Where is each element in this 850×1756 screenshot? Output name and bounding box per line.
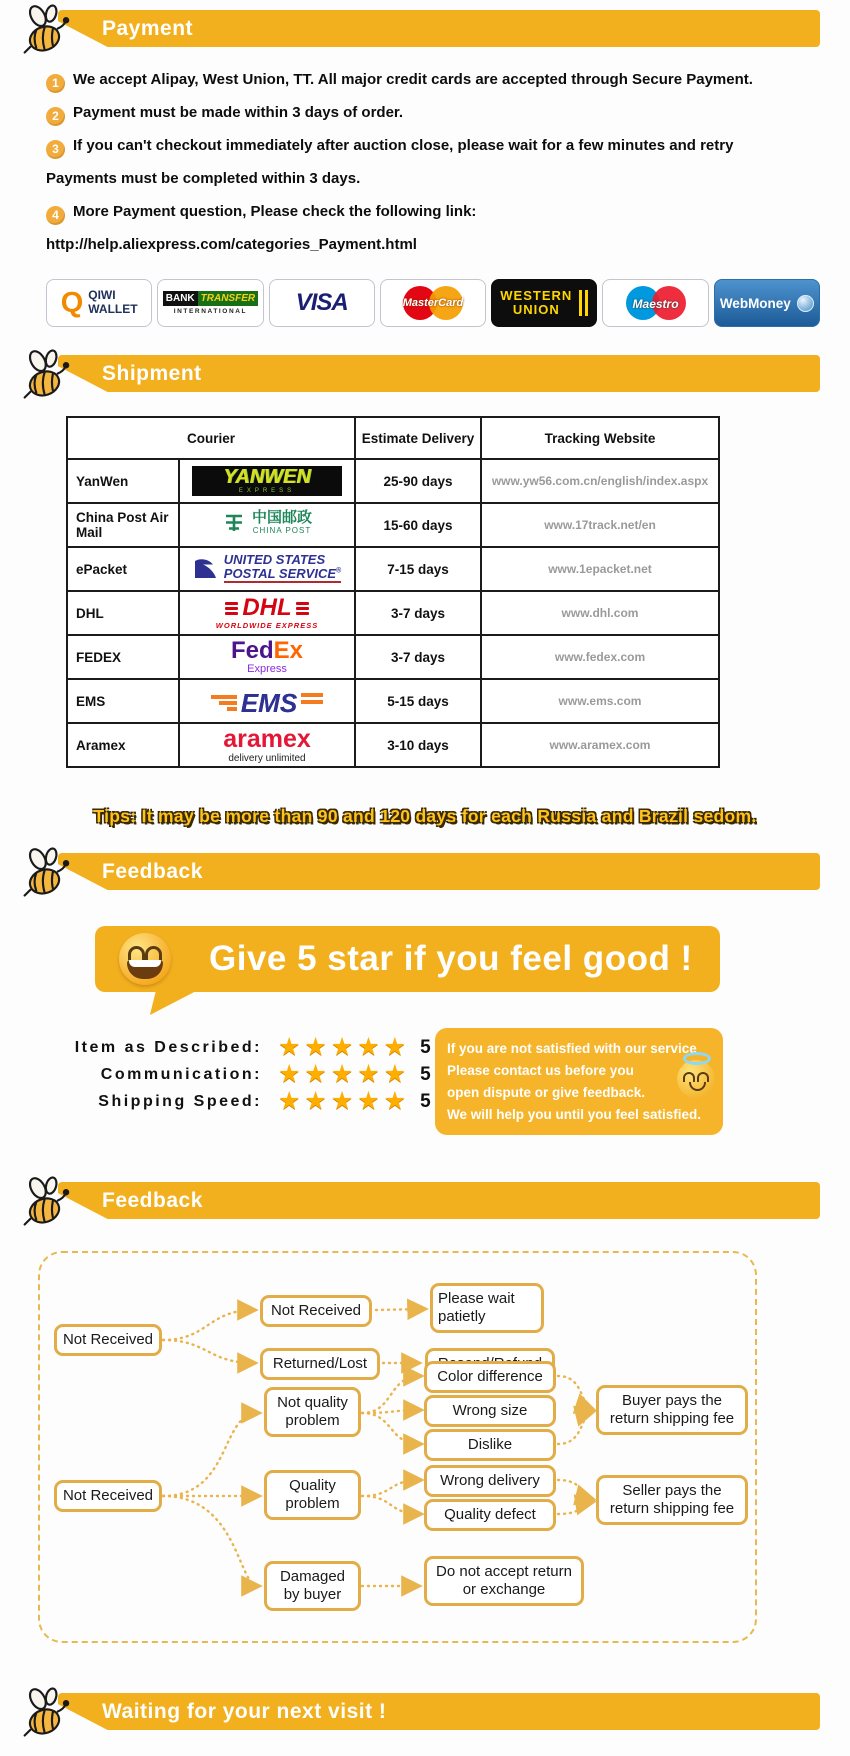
footer-section-header <box>58 1693 820 1730</box>
payment-item-4 <box>46 195 791 261</box>
payment-item-text: If you can't checkout immediately after auction close, please wait for a few minutes and retry Payments must be completed within 3 days. <box>46 137 734 187</box>
rating-row-shipping-speed: Shipping Speed: ★★★★★ 5 <box>98 1087 431 1115</box>
shipment-title: Shipment <box>102 362 202 385</box>
note-line: Please contact us before you <box>447 1062 634 1078</box>
wu-line2: UNION <box>512 302 560 317</box>
table-row-fedex: FEDEX Fed Ex Express 3-7 days www.fedex.com <box>67 635 719 679</box>
satisfaction-note <box>435 1028 723 1135</box>
table-row-dhl: DHL DHL WORLDWIDE EXPRESS 3-7 days www.dhl.com <box>67 591 719 635</box>
yanwen-logo: YANWEN EXPRESS <box>192 466 342 496</box>
international-label: INTERNATIONAL <box>173 308 248 315</box>
flow-node-not-quality-problem: Not quality problem <box>264 1387 361 1437</box>
feedback-flowchart-header <box>58 1182 820 1219</box>
maestro-logo: Maestro <box>602 279 708 327</box>
usps-logo: UNITED STATES POSTAL SERVICE® <box>193 553 341 583</box>
shipping-tips-text: Tips: It may be more than 90 and 120 days for each Russia and Brazil sedom. <box>93 806 757 826</box>
col-tracking-website: Tracking Website <box>481 417 719 459</box>
smiley-emoji-icon <box>119 933 171 985</box>
aramex-logo: aramex delivery unlimited <box>223 724 311 764</box>
bee-icon <box>18 347 76 405</box>
flow-node-buyer-pays: Buyer pays the return shipping fee <box>596 1385 748 1435</box>
table-header-row <box>67 417 719 459</box>
mastercard-logo: MasterCard <box>380 279 486 327</box>
transfer-chip: TRANSFER <box>198 291 258 306</box>
table-row-chinapost: China Post Air Mail 中国邮政 CHINA POST 15-60 days www.17track.net/en <box>67 503 719 547</box>
payment-item-text: Payment must be made within 3 days of order. <box>73 104 404 121</box>
flow-node-seller-pays: Seller pays the return shipping fee <box>596 1475 748 1525</box>
note-line: If you are not satisfied with our service <box>447 1041 697 1056</box>
china-post-logo: 中国邮政 CHINA POST <box>222 510 312 535</box>
angel-emoji-icon <box>677 1060 715 1098</box>
flow-node-not-received-mid: Not Received <box>260 1295 372 1327</box>
feedback-title: Feedback <box>102 860 203 883</box>
ems-bars-icon <box>301 693 323 704</box>
bank-chip: BANK <box>163 291 198 306</box>
qiwi-label2: WALLET <box>88 302 138 316</box>
fedex-logo: Fed Ex Express <box>230 637 304 675</box>
payment-item-3 <box>46 129 791 195</box>
payment-title: Payment <box>102 17 194 40</box>
usps-eagle-icon <box>193 556 219 580</box>
dhl-logo: DHL WORLDWIDE EXPRESS <box>215 594 319 631</box>
webmoney-logo: WebMoney <box>714 279 820 327</box>
payment-item-2 <box>46 96 791 129</box>
banner-text: Give 5 star if you feel good ! <box>209 939 693 978</box>
ratings-block <box>0 1034 850 1152</box>
bee-icon <box>18 2 76 60</box>
payment-help-url: http://help.aliexpress.com/categories_Payment.html <box>46 236 417 253</box>
dispute-flowchart <box>38 1251 757 1643</box>
visa-logo: VISA <box>269 279 375 327</box>
star-rating-icons: ★★★★★ <box>278 1033 411 1061</box>
payment-item-text: More Payment question, Please check the following link: <box>73 203 477 220</box>
star-rating-icons: ★★★★★ <box>278 1087 411 1115</box>
flowchart-arrows <box>40 1253 755 1641</box>
payment-item-text: We accept Alipay, West Union, TT. All major credit cards are accepted through Secure Payment. <box>73 71 753 88</box>
table-row-yanwen: YanWen YANWEN EXPRESS 25-90 days www.yw56.com.cn/english/index.aspx <box>67 459 719 503</box>
footer-title: Waiting for your next visit ! <box>102 1700 387 1723</box>
flow-node-not-received-root1: Not Received <box>54 1324 162 1356</box>
globe-icon <box>797 295 814 312</box>
payment-methods-row <box>46 279 820 327</box>
bank-transfer-logo <box>157 279 263 327</box>
item-number-badge: 1 <box>46 74 65 93</box>
rating-row-communication: Communication: ★★★★★ 5 <box>100 1060 431 1088</box>
feedback-title: Feedback <box>102 1189 203 1212</box>
payment-item-1 <box>46 63 791 96</box>
flow-node-no-return-exchange: Do not accept return or exchange <box>424 1556 584 1606</box>
dhl-stripes-icon <box>225 607 238 610</box>
china-post-emblem-icon <box>222 511 246 535</box>
table-row-ems: EMS EMS 5-15 days www.ems.com <box>67 679 719 723</box>
item-number-badge: 3 <box>46 140 65 159</box>
flow-node-returned-lost: Returned/Lost <box>260 1348 380 1380</box>
col-estimate-delivery: Estimate Delivery <box>355 417 481 459</box>
speech-bubble-tail <box>150 990 198 1015</box>
flow-node-not-received-root2: Not Received <box>54 1480 162 1512</box>
note-line: open dispute or give feedback. <box>447 1084 646 1100</box>
ems-logo: EMS <box>211 690 323 716</box>
feedback-section-header <box>58 853 820 890</box>
flow-node-quality-defect: Quality defect <box>424 1499 556 1531</box>
qiwi-wallet-logo <box>46 279 152 327</box>
shipment-table <box>66 416 720 768</box>
note-line: We will help you until you feel satisfied. <box>447 1106 702 1122</box>
table-row-aramex: Aramex aramex delivery unlimited 3-10 days www.aramex.com <box>67 723 719 767</box>
payment-terms-list <box>46 63 791 261</box>
flow-node-quality-problem: Quality problem <box>264 1470 361 1520</box>
bee-icon <box>18 1685 76 1743</box>
qiwi-label: QIWI <box>88 288 116 303</box>
shipment-section-header <box>58 355 820 392</box>
payment-section-header <box>58 10 820 47</box>
flow-node-damaged-by-buyer: Damaged by buyer <box>264 1561 361 1611</box>
wu-line1: WESTERN <box>500 287 573 303</box>
star-rating-icons: ★★★★★ <box>278 1060 411 1088</box>
bee-icon <box>18 845 76 903</box>
flow-node-wrong-size: Wrong size <box>424 1395 556 1427</box>
flow-node-dislike: Dislike <box>424 1429 556 1461</box>
flow-node-color-difference: Color difference <box>424 1361 556 1393</box>
col-courier: Courier <box>67 417 355 459</box>
bee-icon <box>18 1174 76 1232</box>
table-row-epacket: ePacket UNITED STATES POSTAL SERVICE® 7-15 days www.1epacket.net <box>67 547 719 591</box>
wu-bars-icon <box>579 290 588 316</box>
item-number-badge: 4 <box>46 206 65 225</box>
dhl-stripes-icon <box>296 607 309 610</box>
ems-stripes-icon <box>211 695 237 711</box>
flow-node-wrong-delivery: Wrong delivery <box>424 1465 556 1497</box>
flow-node-please-wait: Please wait patietly <box>430 1283 544 1333</box>
rating-row-item-as-described: Item as Described: ★★★★★ 5 <box>74 1033 431 1061</box>
five-star-banner <box>95 926 720 992</box>
qiwi-q-icon: Q <box>60 286 84 319</box>
western-union-logo <box>491 279 597 327</box>
item-number-badge: 2 <box>46 107 65 126</box>
